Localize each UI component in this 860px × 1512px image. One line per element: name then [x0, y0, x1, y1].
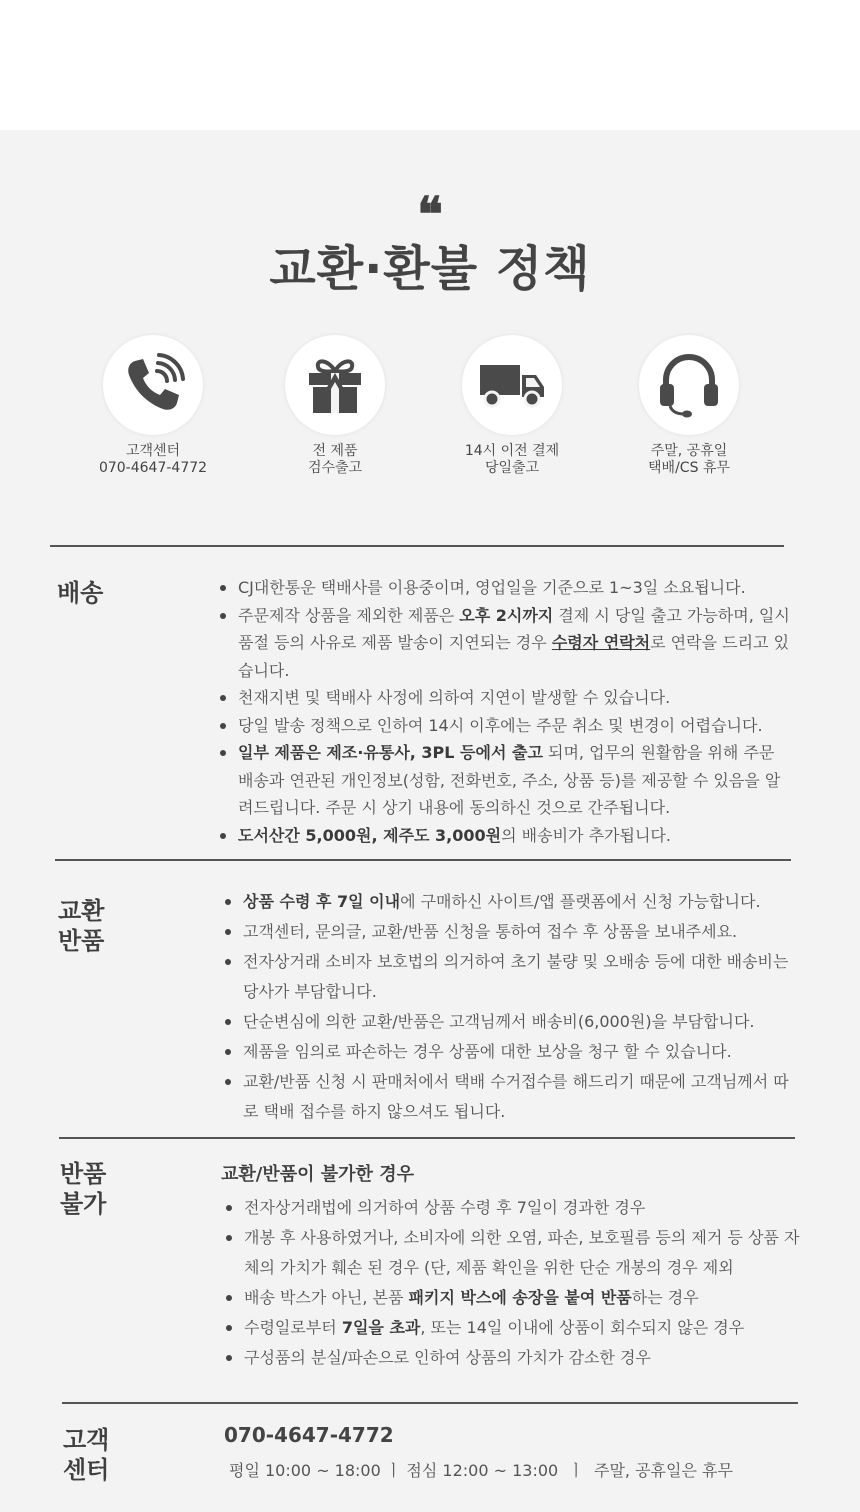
quote-mark-icon: ❝	[417, 187, 443, 243]
list-item	[225, 947, 795, 1007]
list-item	[220, 712, 790, 740]
feature-value: 검수출고	[307, 460, 363, 476]
feature-label: 14시 이전 결제	[464, 443, 560, 459]
item-text: 단순변심에 의한 교환/반품은 고객님께서 배송비(6,000원)을 부담합니다.	[243, 1012, 755, 1031]
item-text: 천재지변 및 택배사 사정에 의하여 지연이 발생할 수 있습니다.	[238, 688, 671, 707]
shipping-list	[220, 574, 790, 849]
item-text: 고객센터, 문의글, 교환/반품 신청을 통하여 접수 후 상품을 보내주세요.	[243, 922, 738, 941]
feature-label: 주말, 공휴일	[650, 443, 728, 459]
feature-icon-circle	[639, 335, 739, 435]
phone-icon	[121, 353, 185, 417]
feature-icon-circle	[285, 335, 385, 435]
list-item	[225, 1037, 795, 1067]
feature-customer-center	[53, 335, 253, 477]
section-title-line: 고객	[63, 1426, 110, 1454]
feature-value: 택배/CS 휴무	[648, 460, 730, 476]
feature-label: 전 제품	[312, 443, 358, 459]
emphasis-text: 상품 수령 후 7일 이내	[243, 892, 401, 911]
divider	[62, 1402, 798, 1404]
section-title-line: 교환	[58, 897, 105, 925]
section-title-line: 불가	[60, 1190, 107, 1218]
item-text: 되며, 업무의 원활함을 위해 주문 배송과 연관된 개인정보(성함, 전화번호, 주소, 상품 등)를 제공할 수 있음을 알려드립니다. 주문 시 상기 내용에 동의하신 것으로 간주됩니다.	[238, 743, 781, 817]
item-text: 결제 시 당일 출고 가능하며, 일시품절 등의 사유로 제품 발송이 지연되는 경우	[238, 605, 790, 652]
divider	[59, 1137, 795, 1139]
item-text: 수령일로부터	[244, 1318, 342, 1337]
list-item	[226, 1343, 806, 1373]
emphasis-text: 도서산간 5,000원, 제주도 3,000원	[238, 825, 502, 845]
item-text: 하는 경우	[631, 1288, 699, 1307]
item-text: 교환/반품 신청 시 판매처에서 택배 수거접수를 해드리기 때문에 고객님께서 따로 택배 접수를 하지 않으셔도 됩니다.	[243, 1072, 789, 1121]
feature-icon-circle	[462, 335, 562, 435]
section-title-line: 센터	[63, 1456, 110, 1484]
section-title-shipping: 배송	[57, 579, 104, 607]
list-item	[225, 887, 795, 917]
list-item	[226, 1283, 806, 1313]
emphasis-text: 7일을 초과	[341, 1318, 421, 1337]
list-item	[226, 1223, 806, 1283]
customer-center-phone: 070-4647-4772	[224, 1423, 394, 1447]
feature-same-day-shipping	[412, 335, 612, 477]
item-text: 전자상거래 소비자 보호법의 의거하여 초기 불량 및 오배송 등에 대한 배송비는 당사가 부담합니다.	[243, 952, 789, 1001]
item-text: 로 연락을 드리고 있습니다.	[238, 633, 790, 680]
item-text: 배송 박스가 아닌, 본품	[244, 1288, 409, 1307]
list-item	[220, 739, 790, 822]
section-title-line: 반품	[60, 1160, 107, 1188]
divider	[50, 545, 784, 547]
underlined-text: 수령자 연락처	[551, 633, 651, 652]
item-text: 구성품의 분실/파손으로 인하여 상품의 가치가 감소한 경우	[244, 1348, 651, 1367]
exchange-list	[225, 887, 795, 1127]
emphasis-text: 오후 2시까지	[459, 605, 554, 625]
list-item	[225, 1067, 795, 1127]
list-item	[226, 1193, 806, 1223]
list-item	[220, 684, 790, 712]
emphasis-text: 패키지 박스에 송장을 붙여 반품	[408, 1288, 632, 1307]
item-text: 에 구매하신 사이트/앱 플랫폼에서 신청 가능합니다.	[400, 892, 761, 911]
gift-icon	[306, 355, 364, 415]
item-text: 당일 발송 정책으로 인하여 14시 이후에는 주문 취소 및 변경이 어렵습니다.	[238, 715, 763, 735]
customer-center-hours: 평일 10:00 ~ 18:00 ㅣ 점심 12:00 ~ 13:00 ㅣ 주말, 공휴일은 휴무	[229, 1461, 733, 1480]
list-item	[225, 1007, 795, 1037]
feature-value: 070-4647-4772	[98, 460, 208, 476]
section-title-customer-center	[63, 1425, 109, 1485]
list-item	[220, 822, 790, 850]
feature-icon-circle	[103, 335, 203, 435]
feature-holiday-notice	[589, 335, 789, 477]
section-title-exchange	[58, 896, 104, 956]
item-text: 의 배송비가 추가됩니다.	[501, 825, 671, 845]
section-title-no-return	[60, 1159, 106, 1219]
item-text: 제품을 임의로 파손하는 경우 상품에 대한 보상을 청구 할 수 있습니다.	[243, 1042, 732, 1061]
headset-icon	[658, 352, 720, 418]
feature-inspection	[235, 335, 435, 477]
page-title: 교환·환불 정책	[269, 241, 591, 297]
list-item	[220, 574, 790, 602]
no-return-list	[226, 1193, 806, 1373]
item-text: 개봉 후 사용하였거나, 소비자에 의한 오염, 파손, 보호필름 등의 제거 등 상품 자체의 가치가 훼손 된 경우 (단, 제품 확인을 위한 단순 개봉의 경우 제외	[244, 1228, 800, 1277]
item-text: 전자상거래법에 의거하여 상품 수령 후 7일이 경과한 경우	[244, 1198, 646, 1217]
list-item	[220, 602, 790, 685]
feature-value: 당일출고	[484, 460, 540, 476]
emphasis-text: 일부 제품은 제조·유통사, 3PL 등에서 출고	[238, 743, 543, 762]
truck-icon	[478, 361, 546, 409]
section-title-line: 반품	[58, 927, 105, 955]
item-text: CJ대한통운 택배사를 이용중이며, 영업일을 기준으로 1~3일 소요됩니다.	[238, 578, 746, 597]
no-return-subtitle: 교환/반품이 불가한 경우	[221, 1164, 414, 1185]
list-item	[225, 917, 795, 947]
feature-label: 고객센터	[125, 443, 181, 459]
divider	[55, 859, 791, 861]
item-text: , 또는 14일 이내에 상품이 회수되지 않은 경우	[420, 1318, 745, 1337]
item-text: 주문제작 상품을 제외한 제품은	[238, 605, 460, 625]
list-item	[226, 1313, 806, 1343]
